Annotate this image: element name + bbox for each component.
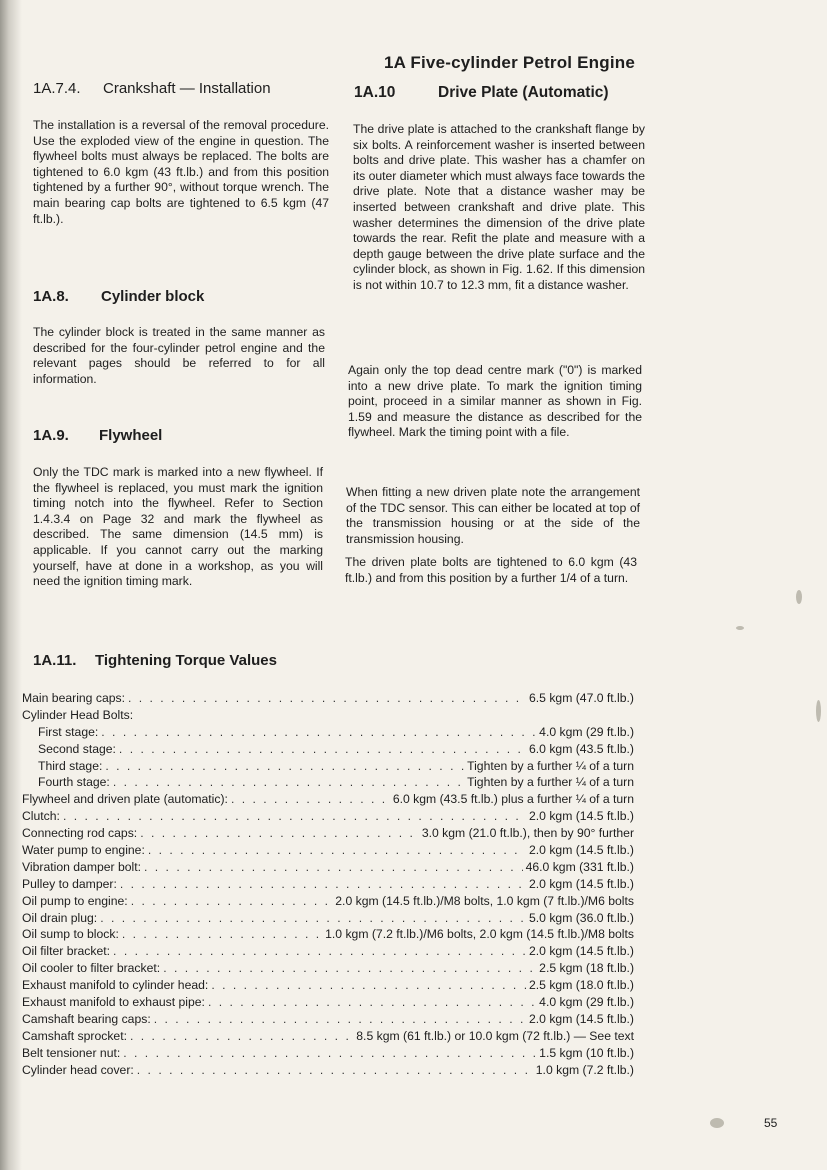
section-heading-crankshaft (33, 80, 271, 97)
torque-label: First stage: (38, 724, 99, 739)
torque-value: 1.5 kgm (10 ft.lb.) (539, 1045, 634, 1060)
torque-value: 2.0 kgm (14.5 ft.lb.) (529, 843, 634, 857)
torque-value: 2.5 kgm (18 ft.lb.) (539, 961, 634, 976)
torque-label: Cylinder head cover: (22, 1062, 134, 1077)
leader-dots (144, 859, 523, 876)
torque-label: Belt tensioner nut: (22, 1045, 121, 1060)
leader-dots (211, 977, 526, 994)
torque-label: Connecting rod caps: (22, 826, 138, 841)
torque-row (22, 960, 634, 977)
torque-row (22, 926, 634, 943)
torque-row (22, 1045, 634, 1062)
torque-label: Main bearing caps: (22, 690, 125, 705)
torque-row (22, 842, 634, 859)
torque-value: 4.0 kgm (29 ft.lb.) (539, 724, 634, 739)
torque-label: Camshaft bearing caps: (22, 1011, 151, 1026)
torque-value: 2.0 kgm (14.5 ft.lb.) (529, 809, 634, 824)
leader-dots (123, 1045, 536, 1062)
paper-smudge (736, 626, 744, 630)
torque-value: 2.0 kgm (14.5 ft.lb.) (529, 876, 634, 891)
leader-dots (231, 791, 390, 808)
torque-label: Pulley to damper: (22, 876, 117, 891)
torque-row (22, 774, 634, 791)
leader-dots (137, 1062, 533, 1079)
section-heading-flywheel (33, 427, 162, 444)
leader-dots (105, 758, 464, 775)
torque-row (22, 724, 634, 741)
paper-smudge (710, 1118, 724, 1128)
leader-dots (122, 926, 322, 943)
leader-dots (140, 825, 419, 842)
torque-value: 6.5 kgm (47.0 ft.lb.) (529, 690, 634, 705)
section-number: 1A.10 (354, 84, 396, 101)
torque-value: 3.0 kgm (21.0 ft.lb.), then by 90° further (421, 826, 634, 841)
torque-row (22, 690, 634, 707)
section-title-text: Flywheel (99, 427, 163, 444)
torque-label: Vibration damper bolt: (22, 859, 142, 874)
section-title-text: Tightening Torque Values (95, 652, 277, 669)
torque-row (22, 893, 634, 910)
page-number: 55 (764, 1116, 778, 1130)
torque-value: 2.0 kgm (14.5 ft.lb.)/M8 bolts, 1.0 kgm (7 ft.lb.)/M6 bolts (335, 893, 634, 908)
section-number: 1A.7.4. (33, 80, 81, 97)
torque-value: 4.0 kgm (29 ft.lb.) (539, 995, 634, 1010)
torque-label: Oil drain plug: (22, 910, 98, 925)
torque-label: Water pump to engine: (22, 843, 145, 857)
leader-dots (120, 876, 526, 893)
torque-label: Second stage: (38, 741, 116, 756)
torque-row-heading (22, 707, 634, 724)
leader-dots (208, 994, 536, 1011)
section-number: 1A.8. (33, 288, 69, 305)
crankshaft-installation-text: The installation is a reversal of the removal procedure. Use the exploded view of the engine in question. The flywheel bolts must always be replaced. The bolts are tightened to 6.0 kgm (43 ft.lb.) and from this position tightened by a further 90°, without torque wrench. The main bearing cap bolts are tightened to 6.5 kgm (47 ft.lb.). (33, 118, 329, 226)
torque-value: 1.0 kgm (7.2 ft.lb.)/M6 bolts, 2.0 kgm (14.5 ft.lb.)/M8 bolts (325, 927, 634, 942)
drive-plate-text-1: The drive plate is attached to the crankshaft flange by six bolts. A reinforcement washer is inserted between bolts and drive plate. This washer has a chamfer on its outer diameter which must always face towards the drive plate. Note that a distance washer may be inserted between crankshaft and drive plate. This washer determines the dimension of the drive plate towards the rear. Refit the plate and measure with a depth gauge between the drive plate surface and the cylinder block, as shown in Fig. 1.62. If this dimension is not within 10.7 to 12.3 mm, fit a distance washer. (353, 122, 645, 292)
torque-row (22, 977, 634, 994)
leader-dots (130, 1028, 353, 1045)
torque-value: Tighten by a further ¼ of a turn (467, 758, 634, 773)
paper-smudge (796, 590, 802, 604)
torque-label: Flywheel and driven plate (automatic): (22, 792, 228, 807)
torque-row (22, 825, 634, 842)
torque-label: Clutch: (22, 809, 60, 824)
section-number: 1A.11. (33, 652, 77, 669)
section-heading-cylinder-block (33, 288, 204, 305)
section-number: 1A.9. (33, 427, 69, 444)
torque-label: Camshaft sprocket: (22, 1028, 127, 1043)
leader-dots (119, 741, 526, 758)
section-heading-torque (33, 652, 277, 669)
torque-value: 5.0 kgm (36.0 ft.lb.) (529, 910, 634, 925)
torque-row (22, 758, 634, 775)
drive-plate-text-2: Again only the top dead centre mark ("0") is marked into a new drive plate. To mark the ignition timing point, proceed in a similar manner as shown in Fig. 1.59 and measure the distance as described for the flywheel. Mark the timing point with a file. (348, 363, 642, 440)
leader-dots (154, 1011, 526, 1028)
leader-dots (128, 690, 526, 707)
torque-value: 46.0 kgm (331 ft.lb.) (525, 859, 634, 874)
torque-label: Oil cooler to filter bracket: (22, 961, 161, 976)
torque-row (22, 859, 634, 876)
torque-row (22, 1028, 634, 1045)
torque-label: Exhaust manifold to cylinder head: (22, 978, 209, 993)
torque-label: Cylinder Head Bolts: (22, 707, 134, 722)
leader-dots (100, 910, 526, 927)
leader-dots (148, 842, 526, 859)
torque-row (22, 741, 634, 758)
torque-row (22, 791, 634, 808)
torque-value: 6.0 kgm (43.5 ft.lb.) plus a further ¼ of a turn (392, 792, 634, 807)
leader-dots (101, 724, 536, 741)
torque-label: Oil filter bracket: (22, 944, 111, 959)
torque-values-list (22, 690, 634, 1078)
running-head: 1A Five-cylinder Petrol Engine (384, 53, 635, 72)
torque-value: 2.0 kgm (14.5 ft.lb.) (529, 1011, 634, 1026)
torque-label: Exhaust manifold to exhaust pipe: (22, 995, 205, 1010)
binding-edge-shadow (0, 0, 22, 1170)
leader-dots (113, 943, 526, 960)
torque-row (22, 808, 634, 825)
torque-row (22, 1011, 634, 1028)
torque-label: Fourth stage: (38, 775, 110, 790)
torque-value: 1.0 kgm (7.2 ft.lb.) (535, 1062, 634, 1077)
torque-row (22, 994, 634, 1011)
torque-label: Third stage: (38, 758, 103, 773)
torque-row (22, 876, 634, 893)
torque-value: 6.0 kgm (43.5 ft.lb.) (529, 741, 634, 756)
torque-value: 2.5 kgm (18.0 ft.lb.) (529, 978, 634, 993)
torque-value: 8.5 kgm (61 ft.lb.) or 10.0 kgm (72 ft.lb.) — See text (356, 1028, 634, 1043)
torque-row (22, 1062, 634, 1079)
leader-dots (113, 774, 464, 791)
section-heading-drive-plate (354, 84, 609, 102)
torque-value: 2.0 kgm (14.5 ft.lb.) (529, 944, 634, 959)
leader-dots (163, 960, 536, 977)
section-title-text: Cylinder block (101, 288, 205, 305)
torque-row (22, 910, 634, 927)
torque-label: Oil sump to block: (22, 927, 119, 942)
leader-dots (63, 808, 526, 825)
drive-plate-text-4: The driven plate bolts are tightened to 6.0 kgm (43 ft.lb.) and from this position by a further 1/4 of a turn. (345, 555, 637, 585)
torque-label: Oil pump to engine: (22, 893, 128, 908)
flywheel-text: Only the TDC mark is marked into a new flywheel. If the flywheel is replaced, you must mark the ignition timing notch into the flywheel. Refer to Section 1.4.3.4 on Page 32 and mark the flywheel as described. The same dimension (14.5 mm) is applicable. If you cannot carry out the marking yourself, have at done in a workshop, as you will need the ignition timing mark. (33, 465, 323, 589)
section-title-text: Crankshaft — Installation (103, 80, 271, 97)
torque-value: Tighten by a further ¼ of a turn (467, 775, 634, 790)
drive-plate-text-3: When fitting a new driven plate note the arrangement of the TDC sensor. This can either be located at top of the transmission housing or at the side of the transmission housing. (346, 485, 640, 546)
torque-row (22, 943, 634, 960)
leader-dots (131, 893, 333, 910)
cylinder-block-text: The cylinder block is treated in the same manner as described for the four-cylinder petrol engine and the relevant pages should be referred to for all information. (33, 325, 325, 386)
section-title-text: Drive Plate (Automatic) (438, 84, 609, 101)
paper-smudge (816, 700, 821, 722)
